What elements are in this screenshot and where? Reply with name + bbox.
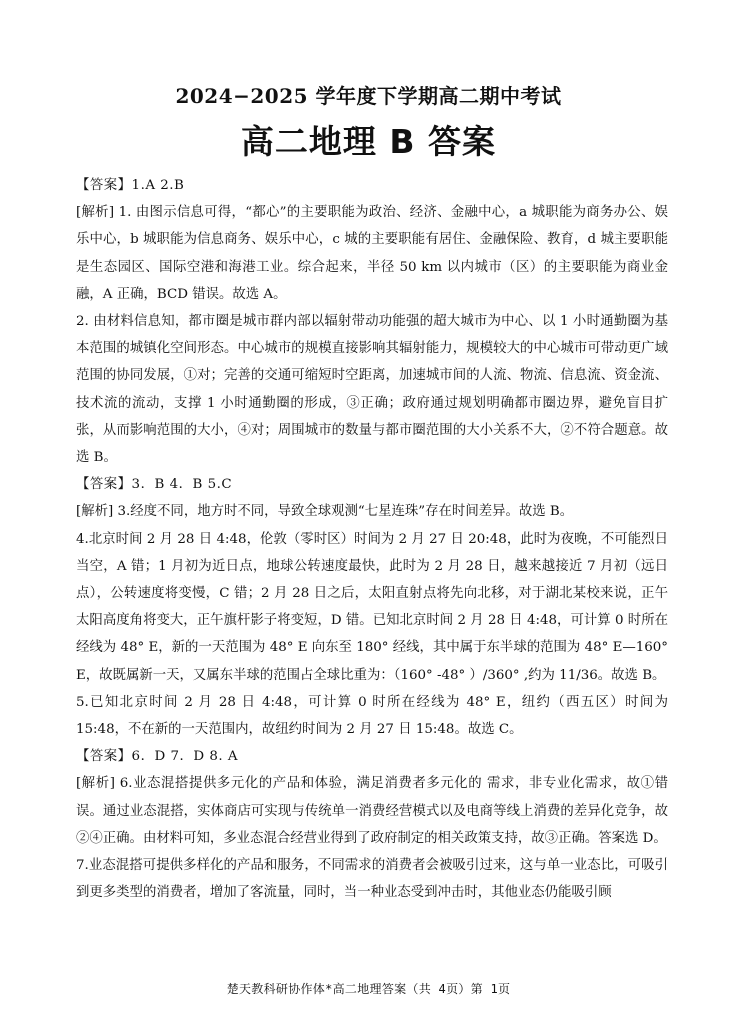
page-footer: 楚天教科研协作体*高二地理答案（共 4页）第 1页 (226, 982, 511, 996)
analysis-q3: [解析] 3.经度不同，地方时不同，导致全球观测“七星连珠”存在时间差异。故选 B。 (76, 504, 574, 520)
analysis-q2: 2. 由材料信息知，都市圈是城市群内部以辐射带动功能强的超大城市为中心、以 1 小时通勤圈为基本范围的城镇化空间形态。中心城市的规模直接影响其辐射能力，规模较大的中心城市可带动更广域范围的协同发展，①对；完善的交通可缩短时空距离，加速城市间的人流、物流、信息流、资金流、技术流的流动，支撑 1 小时通勤圈的形成，③正确；政府通过规划明确都市圈边界，避免盲目扩张，从而影响范围的大小，④对；周围城市的数量与都市圈范围的大小关系不大，②不符合题意。故选 B。 (76, 314, 668, 466)
answer-line-3-5: 【答案】3．B 4．B 5.C (76, 477, 233, 493)
answer-title: 高二地理 B 答案 (240, 122, 497, 161)
exam-header: 2024−2025 学年度下学期高二期中考试 (175, 84, 562, 108)
analysis-q5: 5.已知北京时间 2 月 28 日 4:48，可计算 0 时所在经线为 48° E，纽约（西五区）时间为 15:48，不在新的一天范围内，故纽约时间为 2 月 27 日 15:48。故选 C。 (76, 694, 668, 738)
analysis-q7: 7.业态混搭可提供多样化的产品和服务，不同需求的消费者会被吸引过来，这与单一业态比，可吸引到更多类型的消费者，增加了客流量，同时，当一种业态受到冲击时，其他业态仍能吸引顾 (76, 858, 668, 901)
analysis-q1: [解析] 1. 由图示信息可得，“都心”的主要职能为政治、经济、金融中心，a 城职能为商务办公、娱乐中心，b 城职能为信息商务、娱乐中心，c 城的主要职能有居住、金融保险、教育，d 城主要职能是生态园区、国际空港和海港工业。综合起来，半径 50 km 以内城市（区）的主要职能为商业金融，A 正确，BCD 错误。故选 A。 (76, 205, 668, 302)
analysis-q6: [解析] 6.业态混搭提供多元化的产品和体验，满足消费者多元化的 需求，非专业化需求，故①错误。通过业态混搭，实体商店可实现与传统单一消费经营模式以及电商等线上消费的差异化竞争，故②④正确。由材料可知，多业态混合经营业得到了政府制定的相关政策支持，故③正确。答案选 D。 (76, 776, 668, 846)
answer-line-1-2: 【答案】1.A 2.B (76, 178, 185, 193)
analysis-q4: 4.北京时间 2 月 28 日 4:48，伦敦（零时区）时间为 2 月 27 日 20:48，此时为夜晚，不可能烈日当空，A 错；1 月初为近日点，地球公转速度最快，此时为 2 月 28 日，越来越接近 7 月初（远日点），公转速度将变慢，C 错；2 月 28 日之后，太阳直射点将先向北移，对于湖北某校来说，正午太阳高度角将变大，正午旗杆影子将变短，D 错。已知北京时间 2 月 28 日 4:48，可计算 0 时所在经线为 48° E，新的一天范围为 48° E 向东至 180° 经线，其中属于东半球的范围为 48° E—160° E，故既属新一天，又属东半球的范围占全球比重为：（160° -48° ）/360° ,约为 11/36。故选 B。 (76, 531, 668, 683)
answer-line-6-8: 【答案】6．D 7．D 8. A (76, 749, 239, 765)
answer-body (76, 172, 668, 906)
